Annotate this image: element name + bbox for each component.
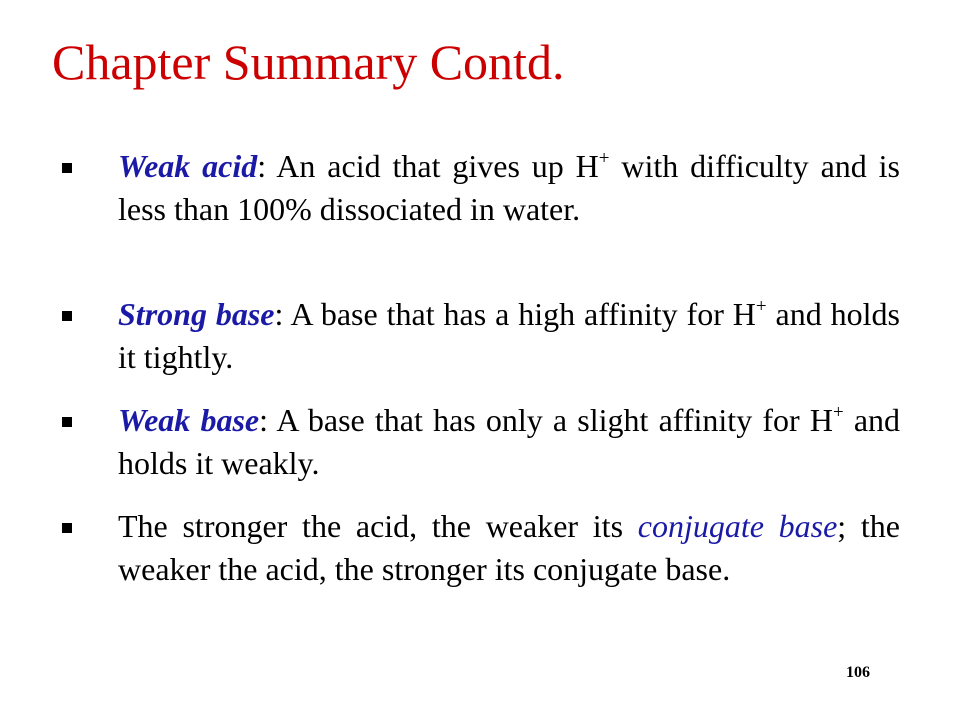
statement-text: The stronger the acid, the weaker its xyxy=(118,508,638,544)
slide-title: Chapter Summary Contd. xyxy=(52,34,565,90)
statement-text: ; the weaker the acid, the stronger its conjugate base. xyxy=(118,508,900,587)
term-conjugate-base: conjugate base xyxy=(637,508,838,544)
bullet-item-weak-acid xyxy=(118,145,900,231)
superscript-plus: + xyxy=(832,402,844,423)
square-bullet-icon xyxy=(62,163,72,173)
bullet-item-weak-base xyxy=(118,399,900,485)
square-bullet-icon xyxy=(62,523,72,533)
term-strong-base: Strong base xyxy=(118,296,275,332)
term-weak-base: Weak base xyxy=(118,402,260,438)
superscript-plus: + xyxy=(598,148,610,169)
superscript-plus: + xyxy=(755,296,767,317)
bullet-item-conjugate-base xyxy=(118,505,900,591)
bullet-item-strong-base xyxy=(118,293,900,379)
square-bullet-icon xyxy=(62,311,72,321)
page-number: 106 xyxy=(846,664,870,681)
square-bullet-icon xyxy=(62,417,72,427)
definition-text: and holds it weakly. xyxy=(118,402,901,481)
definition-text: : A base that has a high affinity for H xyxy=(274,296,756,332)
definition-text: : A base that has only a slight affinity for H xyxy=(259,402,833,438)
definition-text: and holds it tightly. xyxy=(118,296,901,375)
definition-text: with difficulty and is less than 100% dissociated in water. xyxy=(118,148,900,227)
term-weak-acid: Weak acid xyxy=(118,148,258,184)
definition-text: : An acid that gives up H xyxy=(257,148,599,184)
